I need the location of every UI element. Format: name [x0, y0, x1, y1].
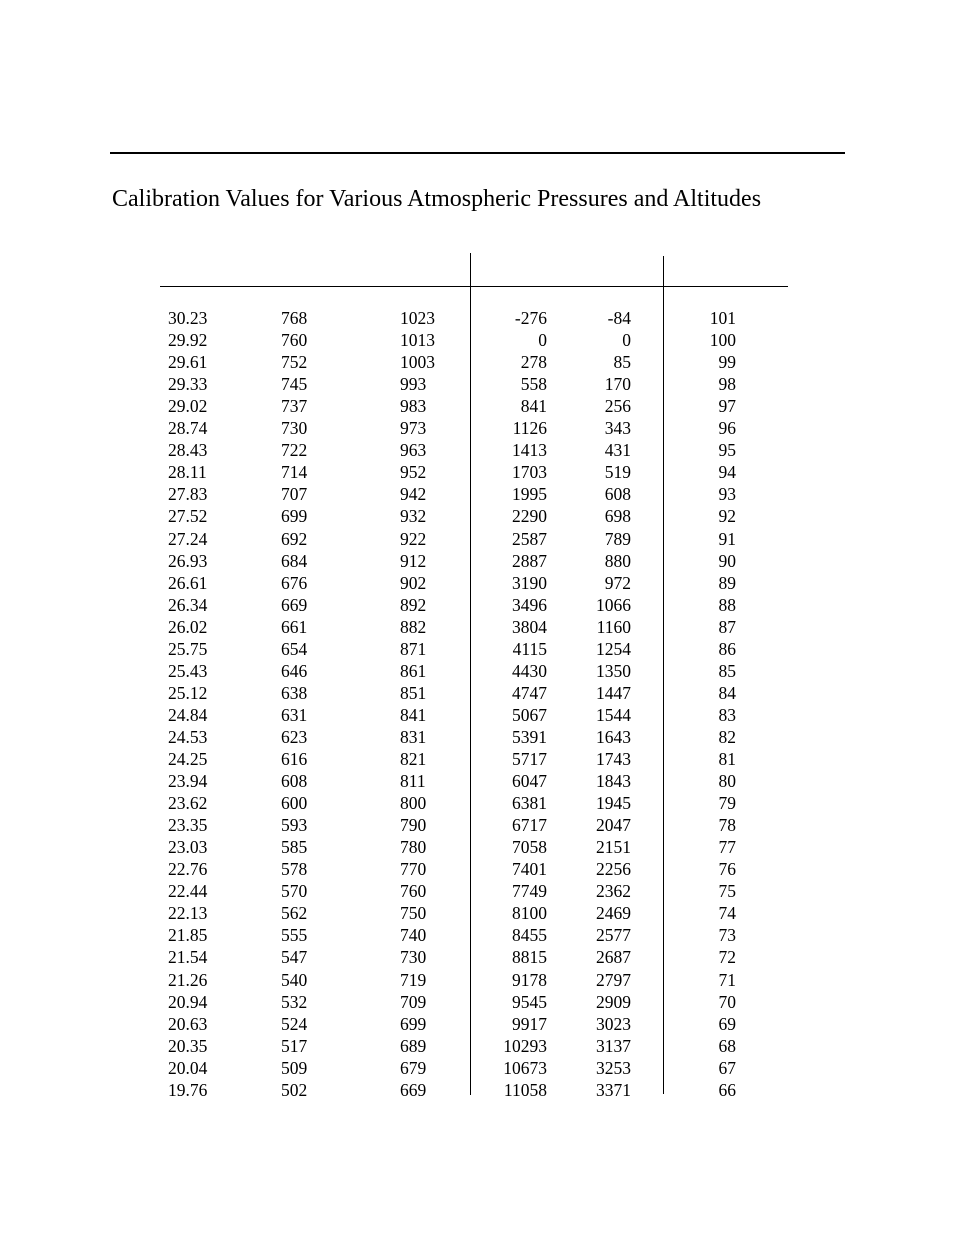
table-cell: 540 — [281, 969, 308, 990]
table-cell: 789 — [604, 528, 631, 549]
table-cell: 8815 — [512, 947, 547, 968]
table-cell: 29.33 — [168, 374, 208, 395]
table-cell: 1003 — [400, 352, 435, 373]
table-cell: 25.12 — [168, 682, 208, 703]
table-cell: 101 — [709, 308, 736, 328]
table-cell: 2587 — [512, 528, 547, 549]
table-cell: 21.54 — [168, 947, 208, 968]
table-cell: 709 — [400, 991, 427, 1012]
table-cell: 23.35 — [168, 815, 208, 836]
table-cell: 1544 — [596, 704, 631, 725]
table-cell: 722 — [281, 440, 308, 461]
table-cell: 532 — [281, 991, 308, 1012]
table-cell: 2577 — [596, 925, 631, 946]
table-cell: 745 — [281, 374, 308, 395]
table-row — [0, 373, 954, 395]
table-cell: 25.43 — [168, 660, 208, 681]
table-cell: 3804 — [512, 616, 547, 637]
table-cell: 646 — [281, 660, 308, 681]
table-cell: 100 — [709, 330, 736, 351]
table-cell: 676 — [281, 572, 308, 593]
table-cell: 79 — [718, 793, 736, 814]
table-cell: 4115 — [512, 638, 547, 659]
table-row — [0, 946, 954, 968]
table-row — [0, 1079, 954, 1101]
table-cell: 3190 — [512, 572, 547, 593]
table-cell: 562 — [281, 903, 308, 924]
table-cell: 22.44 — [168, 881, 208, 902]
table-cell: 4430 — [512, 660, 547, 681]
table-row — [0, 704, 954, 726]
table-cell: 1013 — [400, 330, 435, 351]
table-cell: 21.85 — [168, 925, 208, 946]
table-cell: 256 — [604, 396, 631, 417]
table-cell: 2362 — [596, 881, 631, 902]
table-cell: 11058 — [503, 1079, 547, 1100]
table-cell: 661 — [281, 616, 308, 637]
table-row — [0, 329, 954, 351]
table-cell: 1350 — [596, 660, 631, 681]
table-cell: 20.35 — [168, 1035, 208, 1056]
table-cell: 730 — [281, 418, 308, 439]
table-cell: 24.25 — [168, 749, 208, 769]
table-row — [0, 1057, 954, 1079]
table-cell: 73 — [718, 925, 736, 946]
table-cell: 555 — [281, 925, 308, 946]
table-cell: 558 — [520, 374, 547, 395]
table-cell: 502 — [281, 1079, 308, 1100]
table-cell: 6717 — [512, 815, 547, 836]
table-cell: 19.76 — [168, 1079, 208, 1100]
table-cell: 616 — [281, 749, 308, 769]
table-cell: 714 — [281, 462, 308, 483]
table-cell: 912 — [400, 550, 427, 571]
table-cell: 26.93 — [168, 550, 208, 571]
table-cell: 85 — [718, 660, 736, 681]
table-cell: 1413 — [512, 440, 547, 461]
table-cell: 87 — [718, 616, 736, 637]
table-cell: 22.76 — [168, 859, 208, 880]
table-row — [0, 395, 954, 417]
table-cell: 973 — [400, 418, 427, 439]
table-cell: 7058 — [512, 837, 547, 858]
table-row — [0, 969, 954, 991]
table-cell: 2256 — [596, 859, 631, 880]
table-cell: 1743 — [596, 749, 631, 769]
table-cell: 1126 — [512, 418, 547, 439]
table-cell: 72 — [718, 947, 736, 968]
table-row — [0, 439, 954, 461]
table-cell: 29.61 — [168, 352, 208, 373]
table-cell: 75 — [718, 881, 736, 902]
table-cell: 517 — [281, 1035, 308, 1056]
table-cell: 2797 — [596, 969, 631, 990]
table-cell: 790 — [400, 815, 427, 836]
table-cell: 29.02 — [168, 396, 208, 417]
table-row — [0, 351, 954, 373]
table-cell: 88 — [718, 594, 736, 615]
table-cell: 67 — [718, 1057, 736, 1078]
table-cell: 83 — [718, 704, 736, 725]
table-cell: 97 — [718, 396, 736, 417]
table-cell: 1643 — [596, 726, 631, 747]
table-cell: 20.04 — [168, 1057, 208, 1078]
table-cell: 963 — [400, 440, 427, 461]
table-cell: 800 — [400, 793, 427, 814]
table-cell: 730 — [400, 947, 427, 968]
table-cell: 0 — [538, 330, 547, 351]
table-cell: 631 — [281, 704, 308, 725]
table-cell: 99 — [718, 352, 736, 373]
table-cell: 760 — [400, 881, 427, 902]
table-cell: 740 — [400, 925, 427, 946]
table-row — [0, 417, 954, 439]
table-cell: 9545 — [512, 991, 547, 1012]
table-cell: 82 — [718, 726, 736, 747]
table-cell: 93 — [718, 484, 736, 505]
table-row — [0, 572, 954, 594]
table-row — [0, 836, 954, 858]
table-cell: 5717 — [512, 749, 547, 769]
table-cell: 942 — [400, 484, 427, 505]
table-cell: 861 — [400, 660, 427, 681]
table-cell: 585 — [281, 837, 308, 858]
table-cell: 7401 — [512, 859, 547, 880]
table-cell: 519 — [604, 462, 631, 483]
table-cell: 3023 — [596, 1013, 631, 1034]
table-row — [0, 550, 954, 572]
table-cell: 9178 — [512, 969, 547, 990]
table-cell: 5067 — [512, 704, 547, 725]
table-cell: 880 — [604, 550, 631, 571]
table-cell: 3137 — [596, 1035, 631, 1056]
table-cell: 1160 — [596, 616, 631, 637]
table-cell: 698 — [604, 506, 631, 527]
table-cell: 74 — [718, 903, 736, 924]
table-cell: 27.83 — [168, 484, 208, 505]
table-cell: 71 — [718, 969, 736, 990]
table-cell: 2290 — [512, 506, 547, 527]
table-cell: 760 — [281, 330, 308, 351]
table-cell: 25.75 — [168, 638, 208, 659]
table-cell: 2151 — [596, 837, 631, 858]
table-cell: 752 — [281, 352, 308, 373]
table-cell: 80 — [718, 771, 736, 792]
table-cell: 10293 — [503, 1035, 547, 1056]
table-cell: 993 — [400, 374, 427, 395]
table-cell: 608 — [281, 771, 308, 792]
table-cell: 90 — [718, 550, 736, 571]
table-cell: 623 — [281, 726, 308, 747]
table-row — [0, 616, 954, 638]
table-cell: 81 — [718, 749, 736, 769]
table-cell: 892 — [400, 594, 427, 615]
table-row — [0, 660, 954, 682]
table-cell: 0 — [622, 330, 631, 351]
table-cell: 5391 — [512, 726, 547, 747]
table-row — [0, 991, 954, 1013]
table-cell: 952 — [400, 462, 427, 483]
table-cell: 689 — [400, 1035, 427, 1056]
table-cell: 654 — [281, 638, 308, 659]
table-cell: 27.52 — [168, 506, 208, 527]
table-cell: 608 — [604, 484, 631, 505]
table-cell: -84 — [607, 308, 631, 328]
table-cell: 684 — [281, 550, 308, 571]
table-cell: 70 — [718, 991, 736, 1012]
table-cell: 821 — [400, 749, 427, 769]
table-cell: 841 — [520, 396, 547, 417]
table-cell: 2887 — [512, 550, 547, 571]
table-row — [0, 814, 954, 836]
table-cell: 68 — [718, 1035, 736, 1056]
table-cell: 871 — [400, 638, 427, 659]
table-cell: -276 — [514, 308, 547, 328]
table-row — [0, 748, 954, 770]
table-cell: 26.34 — [168, 594, 208, 615]
table-cell: 28.74 — [168, 418, 208, 439]
table-cell: 24.53 — [168, 726, 208, 747]
table-cell: 922 — [400, 528, 427, 549]
table-cell: 24.84 — [168, 704, 208, 725]
table-cell: 92 — [718, 506, 736, 527]
table-row — [0, 594, 954, 616]
table-cell: 524 — [281, 1013, 308, 1034]
table-row — [0, 528, 954, 550]
table-cell: 69 — [718, 1013, 736, 1034]
table-cell: 76 — [718, 859, 736, 880]
table-row — [0, 307, 954, 329]
table-cell: 2047 — [596, 815, 631, 836]
table-cell: 86 — [718, 638, 736, 659]
table-cell: 170 — [604, 374, 631, 395]
table-cell: 3253 — [596, 1057, 631, 1078]
table-row — [0, 770, 954, 792]
table-cell: 638 — [281, 682, 308, 703]
table-cell: 1447 — [596, 682, 631, 703]
table-cell: 4747 — [512, 682, 547, 703]
table-cell: 902 — [400, 572, 427, 593]
table-cell: 8455 — [512, 925, 547, 946]
table-row — [0, 858, 954, 880]
table-cell: 278 — [520, 352, 547, 373]
table-cell: 9917 — [512, 1013, 547, 1034]
header-rule — [160, 286, 788, 287]
table-cell: 1066 — [596, 594, 631, 615]
table-cell: 811 — [400, 771, 426, 792]
table-cell: 23.03 — [168, 837, 208, 858]
table-cell: 77 — [718, 837, 736, 858]
table-cell: 2909 — [596, 991, 631, 1012]
table-cell: 699 — [281, 506, 308, 527]
table-cell: 578 — [281, 859, 308, 880]
table-cell: 66 — [718, 1079, 736, 1100]
table-cell: 28.11 — [168, 462, 207, 483]
table-cell: 770 — [400, 859, 427, 880]
table-cell: 22.13 — [168, 903, 208, 924]
table-cell: 719 — [400, 969, 427, 990]
table-cell: 29.92 — [168, 330, 208, 351]
table-row — [0, 461, 954, 483]
table-row — [0, 682, 954, 704]
table-cell: 669 — [281, 594, 308, 615]
table-cell: 1945 — [596, 793, 631, 814]
table-cell: 91 — [718, 528, 736, 549]
table-cell: 841 — [400, 704, 427, 725]
table-cell: 1023 — [400, 308, 435, 328]
table-cell: 1995 — [512, 484, 547, 505]
table-cell: 431 — [604, 440, 631, 461]
table-cell: 1703 — [512, 462, 547, 483]
table-row — [0, 880, 954, 902]
table-cell: 509 — [281, 1057, 308, 1078]
table-cell: 780 — [400, 837, 427, 858]
table-cell: 679 — [400, 1057, 427, 1078]
table-row — [0, 505, 954, 527]
table-row — [0, 1013, 954, 1035]
table-cell: 1843 — [596, 771, 631, 792]
table-cell: 882 — [400, 616, 427, 637]
table-row — [0, 726, 954, 748]
table-cell: 8100 — [512, 903, 547, 924]
table-cell: 768 — [281, 308, 308, 328]
table-cell: 2469 — [596, 903, 631, 924]
table-row — [0, 902, 954, 924]
table-row — [0, 792, 954, 814]
table-cell: 2687 — [596, 947, 631, 968]
table-cell: 78 — [718, 815, 736, 836]
table-cell: 593 — [281, 815, 308, 836]
table-cell: 6381 — [512, 793, 547, 814]
table-cell: 95 — [718, 440, 736, 461]
table-cell: 692 — [281, 528, 308, 549]
table-cell: 547 — [281, 947, 308, 968]
table-cell: 600 — [281, 793, 308, 814]
table-cell: 707 — [281, 484, 308, 505]
table-row — [0, 924, 954, 946]
table-cell: 343 — [604, 418, 631, 439]
table-cell: 94 — [718, 462, 736, 483]
table-row — [0, 1035, 954, 1057]
table-cell: 85 — [613, 352, 631, 373]
table-cell: 7749 — [512, 881, 547, 902]
table-cell: 737 — [281, 396, 308, 417]
table-cell: 831 — [400, 726, 427, 747]
table-cell: 26.02 — [168, 616, 208, 637]
table-cell: 84 — [718, 682, 736, 703]
table-cell: 98 — [718, 374, 736, 395]
table-cell: 983 — [400, 396, 427, 417]
table-cell: 3496 — [512, 594, 547, 615]
table-cell: 23.94 — [168, 771, 208, 792]
table-cell: 27.24 — [168, 528, 208, 549]
table-cell: 6047 — [512, 771, 547, 792]
table-cell: 750 — [400, 903, 427, 924]
table-cell: 851 — [400, 682, 427, 703]
table-cell: 10673 — [503, 1057, 547, 1078]
table-cell: 30.23 — [168, 308, 208, 328]
table-cell: 1254 — [596, 638, 631, 659]
table-cell: 570 — [281, 881, 308, 902]
table-cell: 28.43 — [168, 440, 208, 461]
table-cell: 3371 — [596, 1079, 631, 1100]
table-cell: 972 — [604, 572, 631, 593]
table-cell: 932 — [400, 506, 427, 527]
table-cell: 23.62 — [168, 793, 208, 814]
table-cell: 21.26 — [168, 969, 208, 990]
table-row — [0, 483, 954, 505]
table-cell: 89 — [718, 572, 736, 593]
table-cell: 669 — [400, 1079, 427, 1100]
table-cell: 20.94 — [168, 991, 208, 1012]
table-cell: 699 — [400, 1013, 427, 1034]
table-row — [0, 638, 954, 660]
table-cell: 26.61 — [168, 572, 208, 593]
document-title: Calibration Values for Various Atmospheric Pressures and Altitudes — [112, 186, 762, 212]
table-cell: 20.63 — [168, 1013, 208, 1034]
table-cell: 96 — [718, 418, 736, 439]
